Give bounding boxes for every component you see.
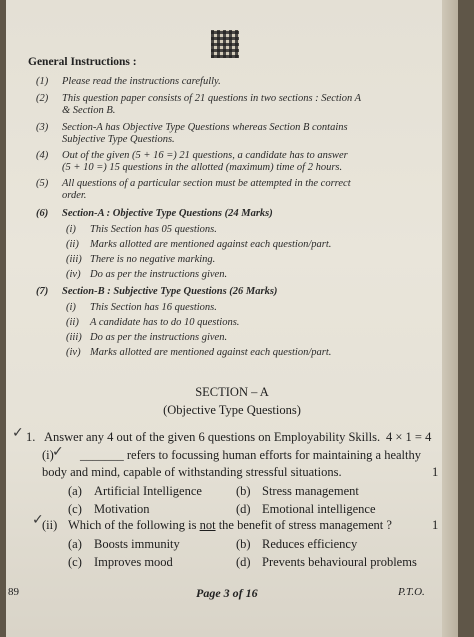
instruction-2-num: (2)	[36, 93, 49, 104]
section-a-item-text: There is no negative marking.	[90, 254, 216, 265]
instruction-2-line2: & Section B.	[62, 105, 116, 116]
section-a-item-num: (i)	[66, 224, 76, 235]
section-a-item-text: Do as per the instructions given.	[90, 269, 228, 280]
section-subtitle: (Objective Type Questions)	[163, 403, 301, 417]
instruction-1-num: (1)	[36, 76, 49, 87]
section-b-item-num: (ii)	[66, 317, 79, 328]
qr-code	[211, 30, 239, 58]
q1-ii-text-pre: Which of the following is	[68, 518, 200, 532]
section-b-item-num: (i)	[66, 302, 76, 313]
instruction-1-text: Please read the instructions carefully.	[62, 76, 221, 87]
check-mark-icon: ✓	[52, 444, 64, 460]
section-b-item-num: (iii)	[66, 332, 82, 343]
instruction-3-num: (3)	[36, 122, 49, 133]
option-text: Reduces efficiency	[262, 537, 358, 551]
q1-i-line2: body and mind, capable of withstanding stressful situations.	[42, 465, 342, 479]
option-key: (d)	[236, 502, 251, 516]
section-b-item-text: This Section has 16 questions.	[90, 302, 217, 313]
instruction-4-line2: (5 + 10 =) 15 questions in the allotted (maximum) time of 2 hours.	[62, 162, 343, 173]
general-instructions-heading: General Instructions :	[28, 56, 137, 68]
section-b-item-text: Do as per the instructions given.	[90, 332, 228, 343]
instruction-4-num: (4)	[36, 150, 49, 161]
option-key: (a)	[68, 484, 82, 498]
q1-ii-text	[68, 518, 392, 533]
q1-ii-text-post: the benefit of stress management ?	[215, 518, 392, 532]
option-text: Stress management	[262, 484, 359, 498]
option-key: (d)	[236, 555, 251, 569]
instruction-2-line1: This question paper consists of 21 questions in two sections : Section A	[62, 93, 362, 104]
instruction-7-num: (7)	[36, 286, 49, 297]
option-text: Boosts immunity	[94, 537, 180, 551]
pto-label: P.T.O.	[398, 586, 425, 598]
option-text: Prevents behavioural problems	[262, 555, 417, 569]
instruction-3-line1: Section-A has Objective Type Questions whereas Section B contains	[62, 122, 348, 133]
page-number: Page 3 of 16	[196, 586, 258, 600]
section-a-instruction-title: Section-A : Objective Type Questions (24 Marks)	[62, 208, 273, 219]
check-mark-icon: ✓	[32, 512, 44, 528]
section-a-item-text: This Section has 05 questions.	[90, 224, 217, 235]
option-key: (c)	[68, 502, 82, 516]
q1-number: 1.	[26, 430, 36, 444]
option-text: Improves mood	[94, 555, 173, 569]
instruction-3-line2: Subjective Type Questions.	[62, 134, 175, 145]
instruction-5-num: (5)	[36, 178, 49, 189]
q1-i-number: (i)	[42, 448, 54, 462]
q1-ii-number: (ii)	[42, 518, 58, 532]
section-b-item-text: Marks allotted are mentioned against each question/part.	[90, 347, 332, 358]
section-b-item-num: (iv)	[66, 347, 81, 358]
option-key: (a)	[68, 537, 82, 551]
exam-page	[6, 0, 458, 637]
option-text: Artificial Intelligence	[94, 484, 202, 498]
option-key: (c)	[68, 555, 82, 569]
option-key: (b)	[236, 537, 251, 551]
section-a-item-num: (ii)	[66, 239, 79, 250]
option-text: Emotional intelligence	[262, 502, 376, 516]
q1-text: Answer any 4 out of the given 6 questions on Employability Skills.	[44, 430, 381, 444]
section-a-item-text: Marks allotted are mentioned against each question/part.	[90, 239, 332, 250]
q1-ii-marks: 1	[432, 518, 439, 532]
section-b-item-text: A candidate has to do 10 questions.	[90, 317, 240, 328]
q1-ii-text-emph: not	[199, 518, 216, 532]
section-b-instruction-title: Section-B : Subjective Type Questions (26 Marks)	[62, 286, 278, 297]
instruction-4-line1: Out of the given (5 + 16 =) 21 questions, a candidate has to answer	[62, 150, 348, 161]
option-text: Motivation	[94, 502, 150, 516]
page-edge-shadow	[442, 0, 458, 637]
section-a-item-num: (iv)	[66, 269, 81, 280]
q1-marks: 4 × 1 = 4	[386, 430, 432, 444]
instruction-5-line1: All questions of a particular section must be attempted in the correct	[62, 178, 351, 189]
q1-i-line1: _______ refers to focussing human efforts for maintaining a healthy	[80, 448, 422, 462]
section-title: SECTION – A	[195, 385, 269, 399]
check-mark-icon: ✓	[12, 425, 24, 441]
option-key: (b)	[236, 484, 251, 498]
section-a-item-num: (iii)	[66, 254, 82, 265]
instruction-5-line2: order.	[62, 190, 87, 201]
q1-i-marks: 1	[432, 465, 439, 479]
instruction-6-num: (6)	[36, 208, 49, 219]
footer-code: 89	[8, 586, 19, 598]
